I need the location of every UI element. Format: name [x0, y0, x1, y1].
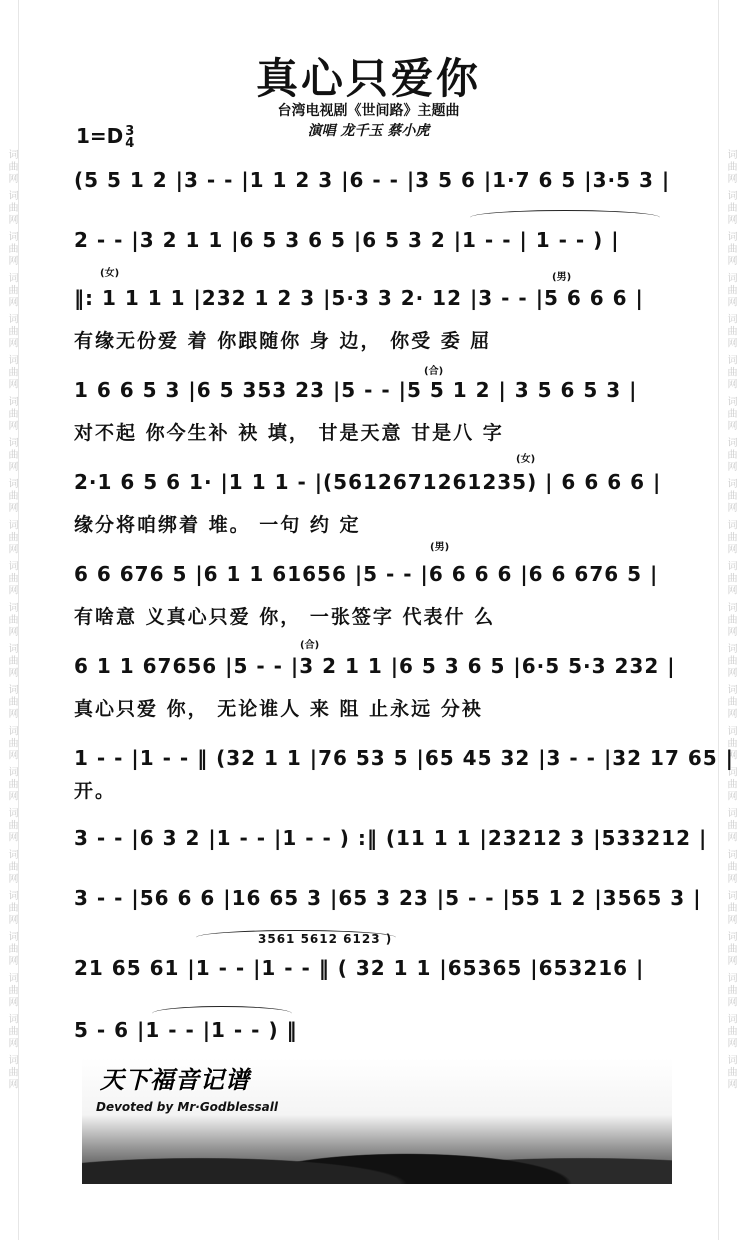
key-signature [76, 124, 134, 150]
score-line-11 [74, 956, 674, 980]
score-line-1 [74, 168, 674, 192]
interlude-notes: 3561 5612 6123 ) [258, 932, 393, 946]
notes: 6 1 1 67656 |5 - - |3 2 1 1 |6 5 3 6 5 |6·5 5·3 232 | [74, 654, 676, 678]
publisher-banner [82, 1058, 672, 1184]
score-line-4 [74, 378, 674, 402]
notes: (5 5 1 2 |3 - - |1 1 2 3 |6 - - |3 5 6 |1·7 6 5 |3·5 3 | [74, 168, 671, 192]
score-line-2 [74, 228, 674, 252]
notes: 3 - - |6 3 2 |1 - - |1 - - ) :‖ (11 1 1 |23212 3 |533212 | [74, 826, 708, 850]
score-line-8 [74, 746, 734, 770]
lyric-line-5 [74, 510, 674, 537]
score-line-7 [74, 654, 674, 678]
lyrics: 真心只爱 你， 无论谁人 来 阻 止永远 分袂 [74, 698, 483, 720]
song-title: 真心只爱你 [255, 54, 481, 103]
time-bottom: 4 [125, 135, 135, 151]
lyrics: 有啥意 义真心只爱 你， 一张签字 代表什 么 [74, 606, 496, 628]
notes: 3 - - |56 6 6 |16 65 3 |65 3 23 |5 - - |55 1 2 |3565 3 | [74, 886, 702, 910]
score-line-10 [74, 886, 702, 910]
notes: 5 - 6 |1 - - |1 - - ) ‖ [74, 1018, 298, 1042]
banner-scenery [82, 1124, 672, 1184]
time-signature [125, 123, 135, 151]
lyric-line-7 [74, 694, 674, 721]
singers: 演唱 龙千玉 蔡小虎 [307, 123, 430, 139]
watermark-right: 词曲网 词曲网 词曲网 词曲网 词曲网 词曲网 词曲网 词曲网 词曲网 词曲网 词曲网 词曲网 词曲网 词曲网 词曲网 词曲网 词曲网 词曲网 词曲网 词曲网 词曲网 词曲网 词曲网 [718, 0, 737, 1240]
voice-marker-male: (男) [430, 542, 450, 553]
score-line-5 [74, 470, 674, 494]
banner-title: 天下福音记谱 [100, 1065, 250, 1094]
score-line-3 [74, 286, 674, 310]
notes: 21 65 61 |1 - - |1 - - ‖ ( 32 1 1 |65365 |653216 | [74, 956, 645, 980]
notes: ‖: 1 1 1 1 |232 1 2 3 |5·3 3 2· 12 |3 - - |5 6 6 6 | [74, 286, 644, 310]
notes: 2 - - |3 2 1 1 |6 5 3 6 5 |6 5 3 2 |1 - - | 1 - - ) | [74, 228, 620, 252]
notes: 1 6 6 5 3 |6 5 353 23 |5 - - |5 5 1 2 | 3 5 6 5 3 | [74, 378, 638, 402]
lyric-line-6 [74, 602, 674, 629]
notes: 6 6 676 5 |6 1 1 61656 |5 - - |6 6 6 6 |6 6 676 5 | [74, 562, 659, 586]
tie-arc [196, 930, 396, 945]
lyric-line-3 [74, 326, 674, 353]
voice-marker-male: (男) [552, 272, 572, 283]
banner-subtitle: Devoted by Mr·Godblessall [96, 1100, 278, 1114]
notes: 1 - - |1 - - ‖ (32 1 1 |76 53 5 |65 45 32 |3 - - |32 17 65 | [74, 746, 734, 770]
voice-marker-female: (女) [516, 454, 536, 465]
song-subtitle: 台湾电视剧《世间路》主题曲 [277, 103, 460, 119]
lyrics: 对不起 你今生补 袂 填， 甘是天意 甘是八 字 [74, 422, 504, 444]
lyric-line-8 [74, 776, 674, 803]
key-label: 1=D [76, 124, 124, 148]
tie-arc [470, 210, 660, 225]
voice-marker-chorus: (合) [424, 366, 444, 377]
lyrics: 开。 [74, 780, 117, 802]
time-top: 3 [125, 123, 135, 139]
voice-marker-female: (女) [100, 268, 120, 279]
watermark-left: 词曲网 词曲网 词曲网 词曲网 词曲网 词曲网 词曲网 词曲网 词曲网 词曲网 词曲网 词曲网 词曲网 词曲网 词曲网 词曲网 词曲网 词曲网 词曲网 词曲网 词曲网 词曲网 词曲网 [0, 0, 19, 1240]
lyrics: 有缘无份爱 着 你跟随你 身 边， 你受 委 屈 [74, 330, 492, 352]
score-line-9 [74, 826, 708, 850]
score-line-12 [74, 1018, 674, 1042]
voice-marker-chorus: (合) [300, 640, 320, 651]
lyrics: 缘分将咱绑着 堆。 一句 约 定 [74, 514, 361, 536]
notes: 2·1 6 5 6 1· |1 1 1 - |(5612671261235) | 6 6 6 6 | [74, 470, 662, 494]
score-line-6 [74, 562, 674, 586]
lyric-line-4 [74, 418, 674, 445]
